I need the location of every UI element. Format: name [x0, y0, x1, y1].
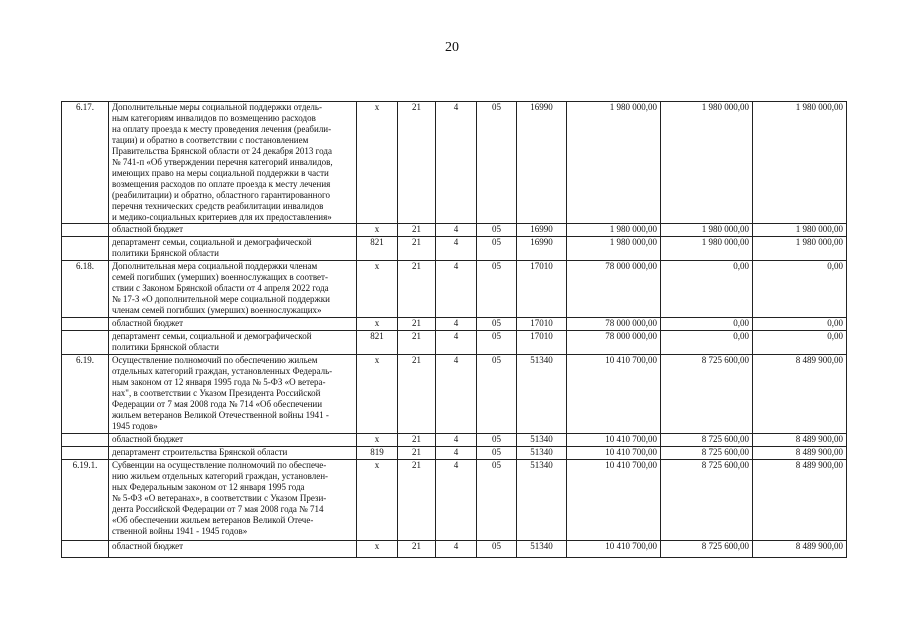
amount-cell: 1 980 000,00 [567, 102, 661, 224]
amount-cell: 1 980 000,00 [661, 237, 753, 261]
row-name [109, 460, 357, 541]
row-name [109, 355, 357, 434]
amount-cell: 10 410 700,00 [567, 460, 661, 541]
table-row [62, 261, 847, 318]
code-cell: 05 [477, 541, 517, 558]
code-cell: 05 [477, 237, 517, 261]
amount-cell: 8 489 900,00 [753, 434, 847, 447]
code-cell: х [357, 355, 398, 434]
amount-cell: 8 489 900,00 [753, 541, 847, 558]
row-name [109, 102, 357, 224]
amount-cell: 10 410 700,00 [567, 434, 661, 447]
code-cell: 4 [436, 237, 477, 261]
code-cell: х [357, 318, 398, 331]
code-cell: 17010 [517, 261, 567, 318]
table-row [62, 541, 847, 558]
code-cell: 16990 [517, 102, 567, 224]
code-cell: 05 [477, 102, 517, 224]
code-cell: х [357, 224, 398, 237]
row-name [109, 434, 357, 447]
code-cell: 21 [398, 261, 436, 318]
code-cell: 17010 [517, 318, 567, 331]
amount-cell: 0,00 [661, 261, 753, 318]
amount-cell: 8 489 900,00 [753, 355, 847, 434]
code-cell: 4 [436, 447, 477, 460]
code-cell: 51340 [517, 541, 567, 558]
amount-cell: 78 000 000,00 [567, 318, 661, 331]
amount-cell: 1 980 000,00 [567, 224, 661, 237]
code-cell: 17010 [517, 331, 567, 355]
row-name [109, 261, 357, 318]
table-row [62, 237, 847, 261]
amount-cell: 0,00 [661, 318, 753, 331]
row-number [62, 224, 109, 237]
code-cell: 4 [436, 102, 477, 224]
code-cell: 821 [357, 331, 398, 355]
amount-cell: 0,00 [753, 318, 847, 331]
amount-cell: 1 980 000,00 [661, 224, 753, 237]
row-number [62, 447, 109, 460]
amount-cell: 8 725 600,00 [661, 355, 753, 434]
code-cell: 21 [398, 447, 436, 460]
row-number [62, 331, 109, 355]
amount-cell: 0,00 [661, 331, 753, 355]
amount-cell: 78 000 000,00 [567, 331, 661, 355]
code-cell: х [357, 434, 398, 447]
code-cell: х [357, 541, 398, 558]
code-cell: 51340 [517, 460, 567, 541]
row-name [109, 447, 357, 460]
code-cell: 05 [477, 434, 517, 447]
code-cell: 21 [398, 434, 436, 447]
row-name-text: Дополнительные меры социальной поддержки отдель- ным категориям инвалидов по возмещению расходов на оплату проезда к месту проведения лечения (реабили- тации) и обратно в соответствии с постановлением Правительства Брянской области от 24 декабря 2013 года № 741-п «Об утверждении перечня категорий инвалидов, имеющих право на меры социальной поддержки в части возмещения расходов по оплате проезда к месту лечения (реабилитации) и обратно, областного гарантированного перечня технических средств реабилитации инвалидов и медико-социальных критериев для их предоставления» [112, 102, 333, 222]
row-number: 6.19.1. [62, 460, 109, 541]
page-number: 20 [445, 40, 459, 55]
row-name [109, 224, 357, 237]
code-cell: 4 [436, 541, 477, 558]
amount-cell: 1 980 000,00 [753, 237, 847, 261]
code-cell: 51340 [517, 447, 567, 460]
row-name-text: Дополнительная мера социальной поддержки членам семей погибших (умерших) военнослужащих в соответ- ствии с Законом Брянской области от 4 апреля 2022 года № 17-З «О дополнительной мере социальной поддержки членам семей погибших (умерших) военнослужащих» [112, 261, 330, 315]
table-row [62, 102, 847, 224]
budget-table-body [62, 102, 847, 558]
row-number: 6.17. [62, 102, 109, 224]
table-row [62, 460, 847, 541]
amount-cell: 1 980 000,00 [753, 224, 847, 237]
row-name-text: Субвенции на осуществление полномочий по обеспече- нию жильем отдельных категорий граждан, установлен- ных Федеральным законом от 12 января 1995 года № 5-ФЗ «О ветеранах», в соответствии с Указом Прези- дента Российской Федерации от 7 мая 2008 года № 714 «Об обеспечении жильем ветеранов Великой Отече- ственной войны 1941 - 1945 годов» [112, 460, 329, 536]
code-cell: 05 [477, 447, 517, 460]
code-cell: 21 [398, 224, 436, 237]
code-cell: 05 [477, 318, 517, 331]
code-cell: 819 [357, 447, 398, 460]
code-cell: 51340 [517, 355, 567, 434]
row-name [109, 318, 357, 331]
amount-cell: 1 980 000,00 [753, 102, 847, 224]
code-cell: 4 [436, 318, 477, 331]
code-cell: 4 [436, 434, 477, 447]
code-cell: х [357, 102, 398, 224]
amount-cell: 10 410 700,00 [567, 355, 661, 434]
row-number: 6.19. [62, 355, 109, 434]
code-cell: 16990 [517, 237, 567, 261]
amount-cell: 10 410 700,00 [567, 447, 661, 460]
amount-cell: 0,00 [753, 331, 847, 355]
code-cell: х [357, 460, 398, 541]
code-cell: х [357, 261, 398, 318]
code-cell: 21 [398, 355, 436, 434]
amount-cell: 8 725 600,00 [661, 447, 753, 460]
budget-table [61, 101, 847, 558]
amount-cell: 0,00 [753, 261, 847, 318]
amount-cell: 8 725 600,00 [661, 434, 753, 447]
row-number [62, 434, 109, 447]
row-name-text: департамент семьи, социальной и демографической политики Брянской области [112, 237, 312, 258]
code-cell: 21 [398, 331, 436, 355]
amount-cell: 1 980 000,00 [661, 102, 753, 224]
code-cell: 821 [357, 237, 398, 261]
table-row [62, 331, 847, 355]
row-name-text: Осуществление полномочий по обеспечению жильем отдельных категорий граждан, установленных Федераль- ным законом от 12 января 1995 года № 5-ФЗ «О ветера- нах", в соответствии с Указом Президента Российской Федерации от 7 мая 2008 года № 714 «Об обеспечении жильем ветеранов Великой Отечественной войны 1941 - 1945 годов» [112, 355, 333, 431]
code-cell: 4 [436, 355, 477, 434]
table-row [62, 447, 847, 460]
amount-cell: 1 980 000,00 [567, 237, 661, 261]
code-cell: 21 [398, 102, 436, 224]
code-cell: 21 [398, 318, 436, 331]
row-number [62, 541, 109, 558]
code-cell: 05 [477, 355, 517, 434]
code-cell: 4 [436, 331, 477, 355]
row-name-text: областной бюджет [112, 318, 184, 328]
row-name-text: департамент строительства Брянской области [112, 447, 288, 457]
amount-cell: 8 725 600,00 [661, 541, 753, 558]
amount-cell: 8 489 900,00 [753, 460, 847, 541]
code-cell: 4 [436, 460, 477, 541]
row-name-text: областной бюджет [112, 541, 184, 551]
row-name-text: областной бюджет [112, 434, 184, 444]
table-row [62, 318, 847, 331]
code-cell: 4 [436, 261, 477, 318]
row-number [62, 237, 109, 261]
row-name [109, 237, 357, 261]
code-cell: 05 [477, 460, 517, 541]
row-name-text: областной бюджет [112, 224, 184, 234]
amount-cell: 8 725 600,00 [661, 460, 753, 541]
code-cell: 05 [477, 224, 517, 237]
code-cell: 05 [477, 331, 517, 355]
row-number: 6.18. [62, 261, 109, 318]
row-name [109, 331, 357, 355]
amount-cell: 10 410 700,00 [567, 541, 661, 558]
amount-cell: 78 000 000,00 [567, 261, 661, 318]
table-row [62, 355, 847, 434]
code-cell: 51340 [517, 434, 567, 447]
amount-cell: 8 489 900,00 [753, 447, 847, 460]
code-cell: 16990 [517, 224, 567, 237]
table-row [62, 434, 847, 447]
code-cell: 4 [436, 224, 477, 237]
code-cell: 21 [398, 541, 436, 558]
code-cell: 05 [477, 261, 517, 318]
table-row [62, 224, 847, 237]
code-cell: 21 [398, 460, 436, 541]
row-name [109, 541, 357, 558]
row-name-text: департамент семьи, социальной и демографической политики Брянской области [112, 331, 312, 352]
code-cell: 21 [398, 237, 436, 261]
row-number [62, 318, 109, 331]
